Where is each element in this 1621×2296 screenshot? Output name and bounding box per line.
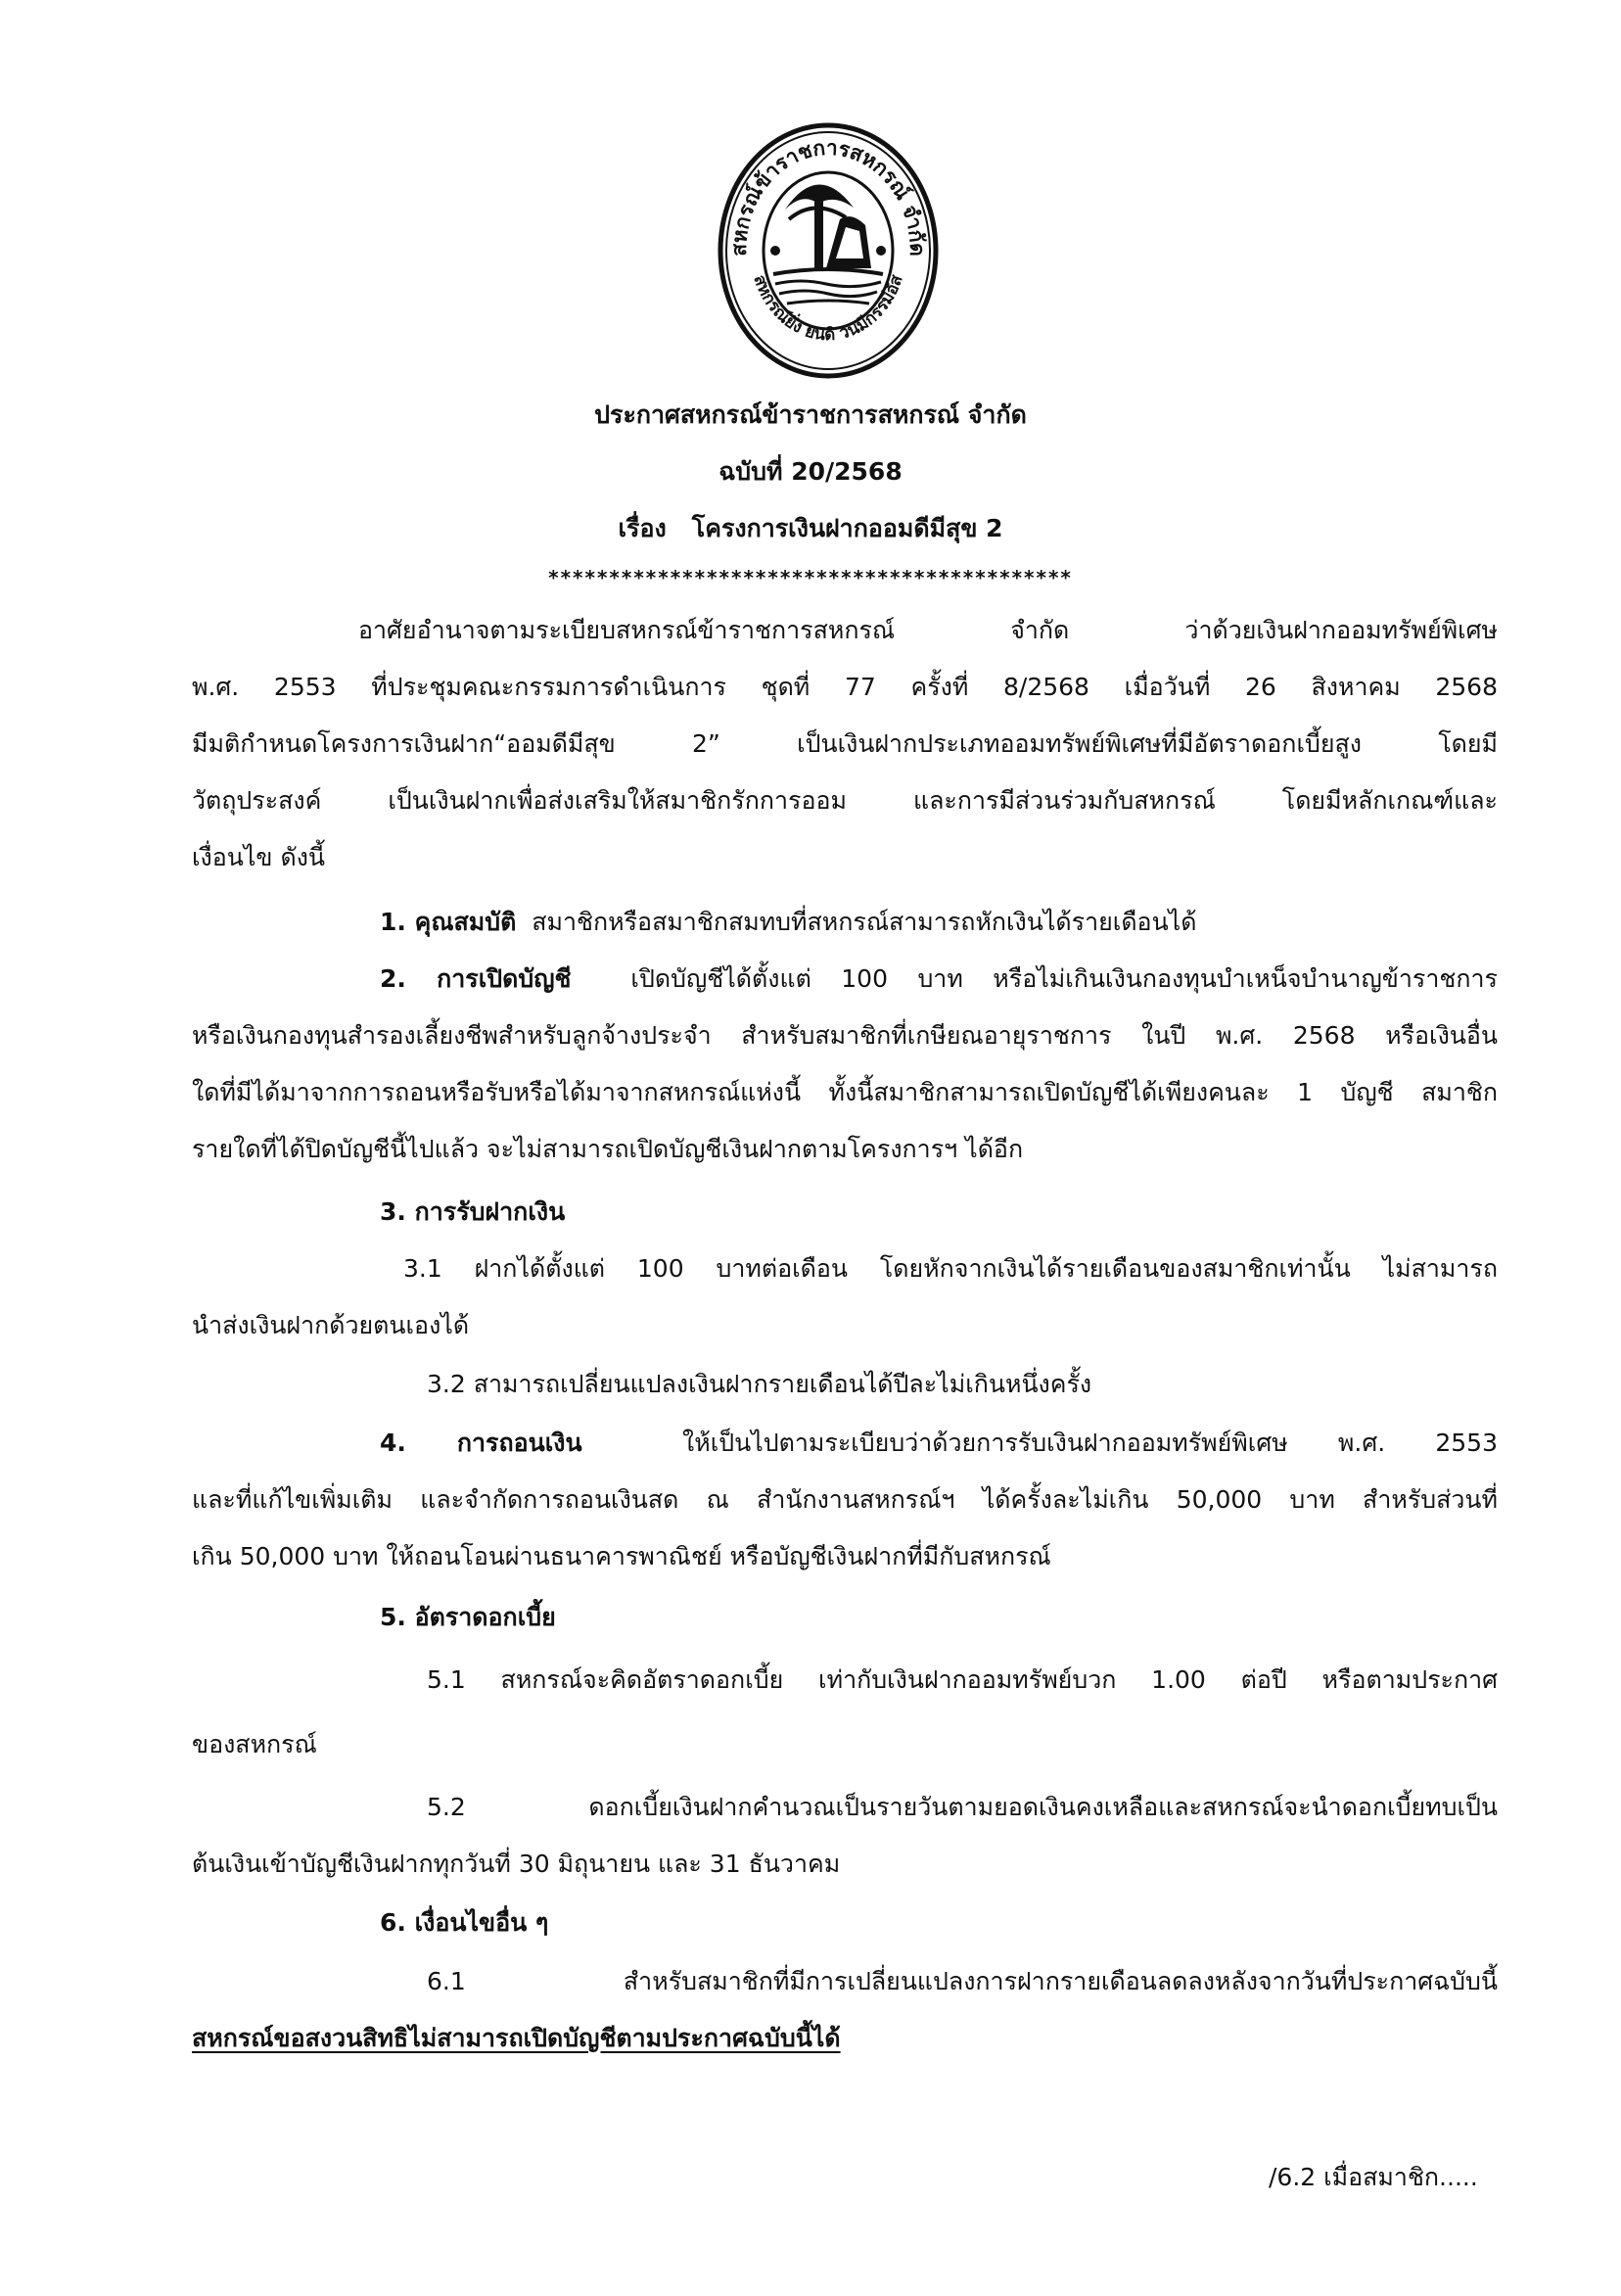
section-6-heading: 6. เงื่อนไขอื่น ๆ [380,1908,549,1937]
preamble-line-5: เงื่อนไข ดังนี้ [192,843,325,871]
cooperative-seal [717,121,940,380]
section-5-item-1-line-1: 5.1 สหกรณ์จะคิดอัตราดอกเบี้ย เท่ากับเงินฝากออมทรัพย์บวก 1.00 ต่อปี หรือตามประกาศ [427,1665,1498,1694]
section-2-heading: 2. การเปิดบัญชี [380,964,572,993]
preamble-line-4: วัตถุประสงค์ เป็นเงินฝากเพื่อส่งเสริมให้สมาชิกรักการออม และการมีส่วนร่วมกับสหกรณ์ โดยมีหลักเกณฑ์และ [192,786,1498,815]
preamble-line-2: พ.ศ. 2553 ที่ประชุมคณะกรรมการดำเนินการ ชุดที่ 77 ครั้งที่ 8/2568 เมื่อวันที่ 26 สิงหาคม 2568 [192,673,1498,701]
section-6-item-1-line-2: สหกรณ์ขอสงวนสิทธิไม่สามารถเปิดบัญชีตามประกาศฉบับนี้ได้ [192,2024,841,2052]
section-3-item-2: 3.2 สามารถเปลี่ยนแปลงเงินฝากรายเดือนได้ปีละไม่เกินหนึ่งครั้ง [427,1370,1092,1398]
seal-graphic [717,121,940,380]
section-3-item-1-line-2: นำส่งเงินฝากด้วยตนเองได้ [192,1311,470,1339]
section-1-heading: 1. คุณสมบัติ [380,908,517,936]
preamble-line-1: อาศัยอำนาจตามระเบียบสหกรณ์ข้าราชการสหกรณ์ จำกัด ว่าด้วยเงินฝากออมทรัพย์พิเศษ [358,616,1498,644]
preamble-line-3: มีมติกำหนดโครงการเงินฝาก“ออมดีมีสุข 2” เป็นเงินฝากประเภทออมทรัพย์พิเศษที่มีอัตราดอกเบี้ยสูง โดยมี [192,729,1498,758]
section-5-heading: 5. อัตราดอกเบี้ย [380,1603,556,1631]
subject-text: โครงการเงินฝากออมดีมีสุข 2 [691,514,1003,542]
announcement-subject [0,513,1621,544]
seal-emblem [770,184,886,304]
announcement-issue-number: ฉบับที่ 20/2568 [718,457,903,486]
section-4-line-2: และที่แก้ไขเพิ่มเติม และจำกัดการถอนเงินสด ณ สำนักงานสหกรณ์ฯ ได้ครั้งละไม่เกิน 50,000 บาท สำหรับส่วนที่ [192,1485,1498,1514]
section-2-line-4: รายใดที่ได้ปิดบัญชีนี้ไปแล้ว จะไม่สามารถเปิดบัญชีเงินฝากตามโครงการฯ ได้อีก [192,1135,1024,1163]
section-4-line-1-text: ให้เป็นไปตามระเบียบว่าด้วยการรับเงินฝากออมทรัพย์พิเศษ พ.ศ. 2553 [682,1429,1498,1457]
section-2-line-1 [380,963,1498,995]
star-divider: ******************************************* [548,566,1073,589]
section-6-item-1-line-1: 6.1 สำหรับสมาชิกที่มีการเปลี่ยนแปลงการฝากรายเดือนลดลงหลังจากวันที่ประกาศฉบับนี้ [427,1967,1498,1995]
announcement-title: ประกาศสหกรณ์ข้าราชการสหกรณ์ จำกัด [594,400,1027,429]
section-3-item-1-line-1: 3.1 ฝากได้ตั้งแต่ 100 บาทต่อเดือน โดยหักจากเงินได้รายเดือนของสมาชิกเท่านั้น ไม่สามารถ [403,1254,1498,1283]
section-3-heading: 3. การรับฝากเงิน [380,1197,566,1226]
section-2-line-1-text: เปิดบัญชีได้ตั้งแต่ 100 บาท หรือไม่เกินเงินกองทุนบำเหน็จบำนาญข้าราชการ [630,964,1498,993]
section-2-line-2: หรือเงินกองทุนสำรองเลี้ยงชีพสำหรับลูกจ้างประจำ สำหรับสมาชิกที่เกษียณอายุราชการ ในปี พ.ศ. 2568 หรือเงินอื่น [192,1021,1498,1050]
continuation-note: /6.2 เมื่อสมาชิก..... [1269,2163,1478,2191]
section-1 [380,907,1196,938]
section-1-text: สมาชิกหรือสมาชิกสมทบที่สหกรณ์สามารถหักเงินได้รายเดือนได้ [532,908,1197,936]
section-4-line-1 [380,1428,1498,1459]
section-5-item-2-line-2: ต้นเงินเข้าบัญชีเงินฝากทุกวันที่ 30 มิถุนายน และ 31 ธันวาคม [192,1850,841,1878]
section-2-line-3: ใดที่มีได้มาจากการถอนหรือรับหรือได้มาจากสหกรณ์แห่งนี้ ทั้งนี้สมาชิกสามารถเปิดบัญชีได้เพียงคนละ 1 บัญชี สมาชิก [192,1078,1498,1106]
section-4-heading: 4. การถอนเงิน [380,1429,582,1457]
subject-label: เรื่อง [618,514,667,542]
section-4-line-3: เกิน 50,000 บาท ให้ถอนโอนผ่านธนาคารพาณิชย์ หรือบัญชีเงินฝากที่มีกับสหกรณ์ [192,1542,1051,1570]
section-5-item-2-line-1: 5.2 ดอกเบี้ยเงินฝากคำนวณเป็นรายวันตามยอดเงินคงเหลือและสหกรณ์จะนำดอกเบี้ยทบเป็น [427,1793,1498,1821]
seal-ring-text-bottom: สหกรณ์ยั่ง ยนดิ วนมีกรรมีอัส [749,272,907,346]
section-5-item-1-line-2: ของสหกรณ์ [192,1730,317,1758]
seal-ring-text-top: สหกรณ์ข้าราชการสหกรณ์ จำกัด [726,135,930,257]
